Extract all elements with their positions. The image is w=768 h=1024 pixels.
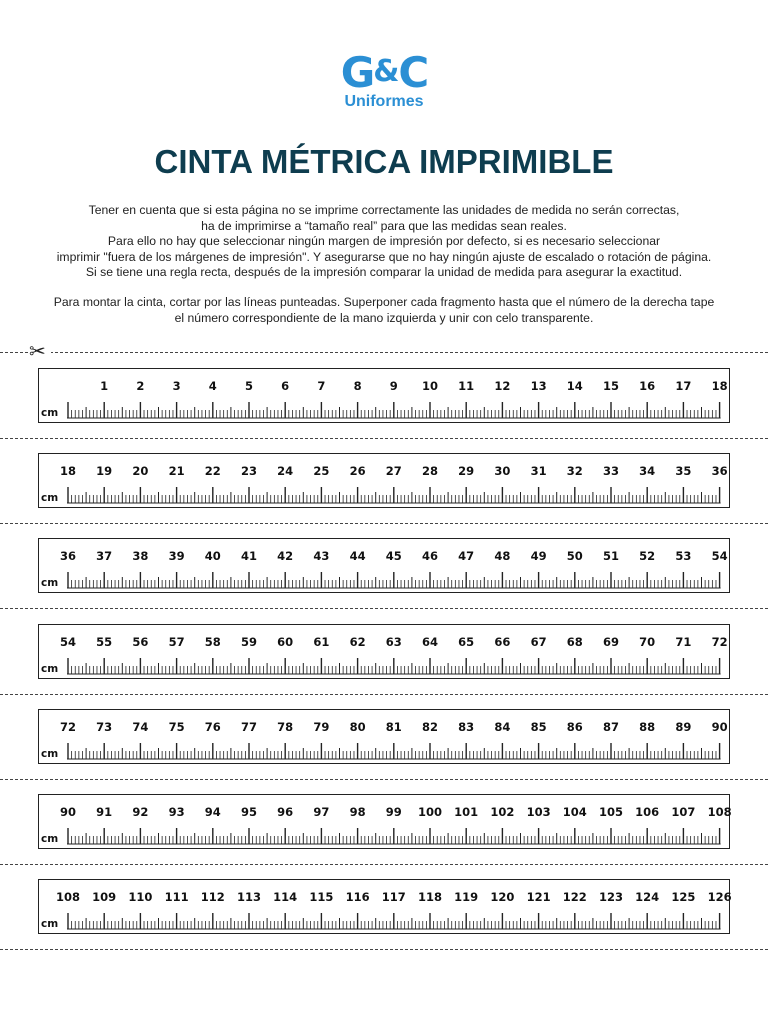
ruler-number: 103 xyxy=(526,805,551,819)
ruler-number: 97 xyxy=(313,805,330,819)
ruler-number: 37 xyxy=(96,549,113,563)
ruler-number: 23 xyxy=(240,464,257,478)
ruler-number: 7 xyxy=(317,379,326,393)
ruler-number: 22 xyxy=(204,464,221,478)
ruler-number: 93 xyxy=(168,805,185,819)
ruler-number: 57 xyxy=(168,635,185,649)
ruler-number: 73 xyxy=(96,720,113,734)
logo-mark xyxy=(0,50,768,95)
ruler-number: 90 xyxy=(59,805,76,819)
ruler-number: 118 xyxy=(417,890,442,904)
ruler-number: 42 xyxy=(277,549,294,563)
ruler-number: 104 xyxy=(562,805,587,819)
ruler-number: 123 xyxy=(598,890,623,904)
scissors-icon: ✂ xyxy=(29,341,51,361)
ruler-number: 9 xyxy=(389,379,398,393)
ruler-number: 28 xyxy=(421,464,438,478)
ruler-number: 21 xyxy=(168,464,185,478)
ruler-number: 101 xyxy=(454,805,479,819)
ruler-number: 25 xyxy=(313,464,330,478)
ruler-number: 116 xyxy=(345,890,370,904)
ruler-ticks xyxy=(39,795,731,850)
ruler-number: 78 xyxy=(277,720,294,734)
ruler-number: 77 xyxy=(240,720,257,734)
logo-letter-c: C xyxy=(398,48,428,97)
ruler-number: 41 xyxy=(240,549,257,563)
ruler-number: 117 xyxy=(381,890,406,904)
ruler-number: 126 xyxy=(707,890,732,904)
ruler-number: 100 xyxy=(417,805,442,819)
ruler-strip xyxy=(38,794,730,849)
cut-line xyxy=(0,864,768,865)
ruler-number: 51 xyxy=(602,549,619,563)
ruler-number: 4 xyxy=(208,379,217,393)
ruler-number: 14 xyxy=(566,379,583,393)
ruler-number: 63 xyxy=(385,635,402,649)
ruler-number: 72 xyxy=(711,635,728,649)
ruler-unit-label: cm xyxy=(41,748,59,760)
ruler-strip xyxy=(38,453,730,508)
ruler-number: 54 xyxy=(711,549,728,563)
ruler-number: 36 xyxy=(711,464,728,478)
ruler-number: 83 xyxy=(458,720,475,734)
ruler-strip xyxy=(38,624,730,679)
page-title: CINTA MÉTRICA IMPRIMIBLE xyxy=(154,143,614,180)
ruler-number: 91 xyxy=(96,805,113,819)
ruler-number: 50 xyxy=(566,549,583,563)
cut-line xyxy=(0,694,768,695)
ruler-number: 113 xyxy=(236,890,261,904)
ruler-unit-label: cm xyxy=(41,577,59,589)
ruler-unit-label: cm xyxy=(41,918,59,930)
ruler-number: 20 xyxy=(132,464,149,478)
ruler-number: 17 xyxy=(675,379,692,393)
ruler-number: 119 xyxy=(454,890,479,904)
ruler-number: 55 xyxy=(96,635,113,649)
cut-line xyxy=(0,523,768,524)
ruler-number: 31 xyxy=(530,464,547,478)
instruction-line: Para ello no hay que seleccionar ningún margen de impresión por defecto, si es necesario seleccionar xyxy=(107,234,661,248)
ruler-number: 108 xyxy=(707,805,732,819)
ruler-number: 16 xyxy=(639,379,656,393)
instruction-line: imprimir "fuera de los márgenes de impresión". Y asegurarse que no hay ningún ajuste de escalado o rotación de página. xyxy=(56,249,712,264)
ruler-number: 2 xyxy=(136,379,145,393)
ruler-ticks xyxy=(39,369,731,424)
ruler-ticks xyxy=(39,539,731,594)
ruler-number: 32 xyxy=(566,464,583,478)
ruler-number: 12 xyxy=(494,379,511,393)
ruler-number: 59 xyxy=(240,635,257,649)
ruler-number: 53 xyxy=(675,549,692,563)
ruler-number: 81 xyxy=(385,720,402,734)
ruler-number: 40 xyxy=(204,549,221,563)
ruler-number: 48 xyxy=(494,549,511,563)
ruler-number: 96 xyxy=(277,805,294,819)
ruler-number: 62 xyxy=(349,635,366,649)
ruler-number: 74 xyxy=(132,720,149,734)
ruler-number: 92 xyxy=(132,805,149,819)
ruler-number: 11 xyxy=(458,379,475,393)
ruler-number: 26 xyxy=(349,464,366,478)
ruler-number: 29 xyxy=(458,464,475,478)
ruler-number: 33 xyxy=(602,464,619,478)
ruler-number: 88 xyxy=(639,720,656,734)
ruler-number: 125 xyxy=(671,890,696,904)
ruler-number: 19 xyxy=(96,464,113,478)
ruler-number: 35 xyxy=(675,464,692,478)
ruler-unit-label: cm xyxy=(41,663,59,675)
ruler-number: 120 xyxy=(490,890,515,904)
ruler-number: 18 xyxy=(711,379,728,393)
ruler-ticks xyxy=(39,454,731,509)
ruler-number: 124 xyxy=(635,890,660,904)
ruler-number: 90 xyxy=(711,720,728,734)
ruler-strip xyxy=(38,538,730,593)
ruler-number: 105 xyxy=(598,805,623,819)
ruler-number: 56 xyxy=(132,635,149,649)
assembly-instructions xyxy=(0,295,768,326)
instruction-line: Tener en cuenta que si esta página no se imprime correctamente las unidades de medida no serán correctas, xyxy=(88,203,680,217)
ruler-number: 60 xyxy=(277,635,294,649)
ruler-number: 111 xyxy=(164,890,189,904)
ruler-number: 58 xyxy=(204,635,221,649)
ruler-number: 43 xyxy=(313,549,330,563)
ruler-number: 110 xyxy=(128,890,153,904)
ruler-number: 121 xyxy=(526,890,551,904)
ruler-number: 30 xyxy=(494,464,511,478)
ruler-number: 44 xyxy=(349,549,366,563)
logo-subtitle: Uniformes xyxy=(344,93,424,110)
brand-logo xyxy=(0,50,768,111)
ruler-number: 95 xyxy=(240,805,257,819)
ruler-number: 15 xyxy=(602,379,619,393)
ruler-number: 106 xyxy=(635,805,660,819)
ruler-number: 86 xyxy=(566,720,583,734)
ruler-number: 1 xyxy=(100,379,109,393)
ruler-number: 61 xyxy=(313,635,330,649)
ruler-number: 52 xyxy=(639,549,656,563)
ruler-number: 94 xyxy=(204,805,221,819)
ruler-ticks xyxy=(39,625,731,680)
instruction-line: Para montar la cinta, cortar por las líneas punteadas. Superponer cada fragmento hasta que el número de la derecha tape xyxy=(53,295,715,309)
ruler-number: 108 xyxy=(55,890,80,904)
ruler-number: 84 xyxy=(494,720,511,734)
ruler-strip xyxy=(38,879,730,934)
ruler-number: 27 xyxy=(385,464,402,478)
ruler-number: 36 xyxy=(59,549,76,563)
ruler-number: 54 xyxy=(59,635,76,649)
ruler-number: 5 xyxy=(244,379,253,393)
ruler-number: 47 xyxy=(458,549,475,563)
ruler-number: 8 xyxy=(353,379,362,393)
ruler-number: 72 xyxy=(59,720,76,734)
ruler-number: 68 xyxy=(566,635,583,649)
ruler-number: 65 xyxy=(458,635,475,649)
ruler-number: 79 xyxy=(313,720,330,734)
ruler-number: 66 xyxy=(494,635,511,649)
ruler-number: 6 xyxy=(281,379,290,393)
ruler-number: 114 xyxy=(273,890,298,904)
ruler-ticks xyxy=(39,710,731,765)
ruler-number: 76 xyxy=(204,720,221,734)
instruction-line: el número correspondiente de la mano izquierda y unir con celo transparente. xyxy=(174,310,594,325)
ruler-strip xyxy=(38,709,730,764)
ruler-number: 46 xyxy=(421,549,438,563)
ruler-ticks xyxy=(39,880,731,935)
cut-line xyxy=(0,779,768,780)
ruler-number: 112 xyxy=(200,890,225,904)
ruler-number: 87 xyxy=(602,720,619,734)
ruler-number: 82 xyxy=(421,720,438,734)
ruler-number: 69 xyxy=(602,635,619,649)
ruler-number: 75 xyxy=(168,720,185,734)
ruler-number: 67 xyxy=(530,635,547,649)
cut-line xyxy=(0,352,768,353)
ruler-number: 70 xyxy=(639,635,656,649)
ruler-strip xyxy=(38,368,730,423)
ruler-number: 102 xyxy=(490,805,515,819)
ruler-number: 45 xyxy=(385,549,402,563)
cut-line xyxy=(0,949,768,950)
ruler-unit-label: cm xyxy=(41,492,59,504)
print-instructions xyxy=(0,203,768,281)
ruler-number: 85 xyxy=(530,720,547,734)
ruler-number: 24 xyxy=(277,464,294,478)
ruler-number: 71 xyxy=(675,635,692,649)
cut-line xyxy=(0,608,768,609)
ruler-number: 39 xyxy=(168,549,185,563)
ruler-number: 18 xyxy=(59,464,76,478)
instruction-line: ha de imprimirse a “tamaño real” para que las medidas sean reales. xyxy=(201,218,567,233)
ruler-number: 109 xyxy=(92,890,117,904)
instruction-line: Si se tiene una regla recta, después de la impresión comparar la unidad de medida para asegurar la exactitud. xyxy=(85,265,683,279)
ruler-number: 107 xyxy=(671,805,696,819)
ruler-number: 98 xyxy=(349,805,366,819)
cut-line xyxy=(0,438,768,439)
ruler-number: 13 xyxy=(530,379,547,393)
ruler-unit-label: cm xyxy=(41,833,59,845)
logo-letter-g: G xyxy=(340,48,374,97)
ruler-number: 115 xyxy=(309,890,334,904)
ruler-number: 89 xyxy=(675,720,692,734)
ruler-number: 122 xyxy=(562,890,587,904)
ruler-number: 10 xyxy=(421,379,438,393)
ruler-number: 38 xyxy=(132,549,149,563)
ruler-number: 3 xyxy=(172,379,181,393)
ruler-unit-label: cm xyxy=(41,407,59,419)
logo-ampersand: & xyxy=(373,54,399,89)
ruler-number: 80 xyxy=(349,720,366,734)
ruler-number: 64 xyxy=(421,635,438,649)
ruler-number: 34 xyxy=(639,464,656,478)
ruler-number: 99 xyxy=(385,805,402,819)
ruler-number: 49 xyxy=(530,549,547,563)
